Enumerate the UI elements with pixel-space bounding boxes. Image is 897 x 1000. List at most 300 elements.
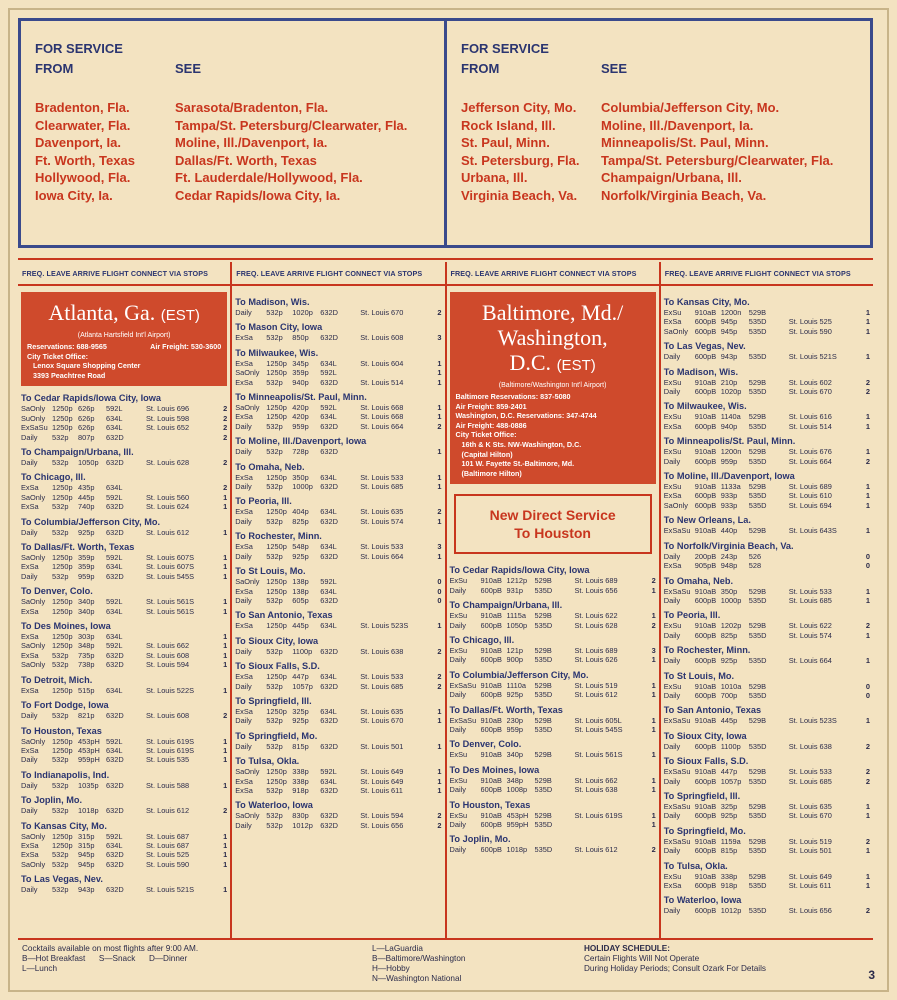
flight-row: [21, 632, 227, 641]
leave-time: 532p: [52, 571, 69, 581]
frequency: SaOnly: [21, 553, 46, 563]
destination-heading: To Minneapolis/St. Paul, Minn.: [235, 392, 367, 403]
flight-number: 632D: [320, 785, 338, 795]
service-see-city: Cedar Rapids/Iowa City, Ia.: [175, 187, 341, 203]
flight-row: [21, 502, 227, 511]
airport-legend: N—Washington National: [372, 974, 462, 983]
column-header: FREQ. LEAVE ARRIVE FLIGHT CONNECT VIA STOPS: [661, 262, 873, 286]
stops: 1: [437, 358, 442, 368]
frequency: SuOnly: [21, 413, 46, 423]
frequency: Daily: [21, 755, 38, 765]
stops: 1: [223, 885, 228, 895]
connection: St. Louis 676: [788, 447, 832, 457]
connection: St. Louis 689: [788, 482, 832, 492]
arrive-time: 338p: [292, 776, 309, 786]
connection: St. Louis 525: [146, 850, 190, 860]
from-label: FROM: [35, 61, 74, 76]
flight-number: 535D: [748, 690, 767, 700]
stops: 1: [651, 611, 656, 621]
leave-time: 1250p: [266, 586, 287, 596]
flight-number: 529B: [748, 871, 767, 881]
leave-time: 1250p: [266, 767, 287, 777]
flight-number: 535D: [748, 811, 767, 821]
destination-heading: To Sioux Falls, S.D.: [663, 756, 749, 767]
leave-time: 532p: [266, 377, 283, 387]
stops: 1: [865, 586, 870, 596]
city-name: D.C.: [509, 350, 552, 375]
frequency: ExSu: [449, 645, 468, 655]
flight-number: 529B: [748, 412, 767, 422]
arrive-time: 821p: [78, 711, 95, 721]
frequency: ExSaSu: [449, 680, 477, 690]
leave-time: 532p: [266, 811, 283, 821]
flight-row: [21, 433, 227, 442]
leave-time: 600pB: [694, 881, 717, 890]
flight-number: 535D: [748, 881, 767, 890]
flight-number: 535D: [534, 620, 553, 630]
flight-row: [664, 872, 870, 881]
destination-heading: To Springfield, Ill.: [663, 790, 741, 801]
stops: 1: [651, 690, 656, 700]
frequency: ExSa: [235, 542, 253, 552]
flight-row: [664, 457, 870, 466]
leave-time: 600pB: [480, 655, 502, 665]
service-from-city: Virginia Beach, Va.: [461, 187, 578, 203]
frequency: ExSaSu: [663, 801, 691, 811]
destination-heading: To Minneapolis/St. Paul, Minn.: [663, 436, 796, 447]
flight-row: [235, 577, 441, 586]
flight-row: [664, 716, 870, 725]
stops: 1: [865, 500, 870, 510]
leave-time: 532p: [52, 755, 69, 765]
connection: St. Louis 610: [788, 491, 832, 501]
flight-number: 529B: [534, 715, 552, 725]
frequency: SaOnly: [21, 831, 46, 841]
connection: St. Louis 656: [574, 585, 618, 595]
cocktails-note: Cocktails available on most flights after 9:00 AM.: [22, 944, 199, 953]
leave-time: 1250p: [266, 621, 287, 631]
destination-heading: To San Antonio, Texas: [235, 610, 333, 621]
city-name: Atlanta, Ga.: [48, 300, 156, 325]
arrive-time: 230p: [506, 715, 523, 725]
frequency: SaOnly: [21, 492, 46, 502]
flight-number: 529B: [748, 526, 767, 536]
flight-number: 634L: [320, 621, 337, 631]
arrive-time: 925p: [292, 716, 309, 726]
service-rows: [461, 99, 856, 204]
frequency: ExSa: [235, 412, 253, 422]
leave-time: 1250p: [52, 831, 73, 841]
flight-row: [664, 491, 870, 500]
leave-time: 1250p: [266, 542, 287, 552]
flight-row: [235, 672, 441, 681]
connection: [360, 596, 430, 605]
destination-heading: To Denver, Colo.: [449, 739, 522, 750]
destination-heading: To Peoria, Ill.: [663, 610, 721, 621]
flight-row: [664, 682, 870, 691]
arrive-time: 121p: [506, 645, 523, 655]
flight-row: [235, 422, 441, 431]
arrive-time: 348p: [78, 641, 95, 651]
leave-time: 600pB: [694, 317, 717, 327]
connection: [360, 577, 430, 586]
stops: 2: [223, 404, 228, 414]
ticket-office-line: Lenox Square Shopping Center: [33, 361, 141, 371]
connection: St. Louis 602: [788, 377, 832, 387]
destination-heading: To Fort Dodge, Iowa: [21, 700, 109, 711]
stops: 2: [223, 432, 228, 442]
leave-time: 910aB: [694, 681, 717, 691]
leave-time: 532p: [52, 780, 69, 790]
leave-time: 910aB: [694, 836, 717, 846]
flight-number: 529B: [748, 308, 767, 317]
flight-row: [235, 707, 441, 716]
flight-row: [450, 586, 656, 595]
flight-number: 632D: [106, 571, 124, 581]
frequency: Daily: [235, 447, 252, 457]
flight-row: [235, 507, 441, 516]
leave-time: 1250p: [52, 404, 73, 414]
see-label: SEE: [601, 61, 628, 76]
arrive-time: 420p: [292, 403, 309, 413]
arrive-time: 943p: [78, 885, 95, 895]
leave-time: 910aB: [480, 611, 502, 621]
flight-number: 535D: [748, 491, 767, 501]
arrive-time: 435p: [78, 483, 95, 493]
stops: 1: [223, 606, 228, 616]
frequency: SaOnly: [235, 368, 260, 378]
holiday-title: HOLIDAY SCHEDULE:: [584, 944, 670, 953]
frequency: Daily: [449, 785, 466, 795]
connection: St. Louis 662: [574, 775, 618, 785]
arrive-time: 1200n: [720, 308, 742, 317]
frequency: SaOnly: [663, 500, 688, 510]
stops: 1: [223, 859, 228, 869]
arrive-time: 925p: [506, 690, 523, 700]
frequency: SaOnly: [663, 326, 688, 336]
stops: 0: [865, 690, 870, 700]
destination-heading: To Cedar Rapids/Iowa City, Iowa: [449, 565, 590, 576]
leave-time: 1250p: [52, 413, 73, 423]
connection: St. Louis 612: [146, 527, 190, 537]
leave-time: 600pB: [694, 352, 717, 362]
arrive-time: 348p: [506, 775, 523, 785]
flight-row: [664, 561, 870, 570]
flight-number: 529B: [534, 576, 552, 586]
flight-number: 634L: [320, 472, 337, 482]
houston-service-box: [454, 494, 652, 554]
flight-row: [235, 517, 441, 526]
stops: 1: [223, 562, 228, 572]
arrive-time: 626p: [78, 423, 95, 433]
arrive-time: 315p: [78, 840, 95, 850]
leave-time: 910aB: [694, 412, 717, 422]
leave-time: 532p: [52, 527, 69, 537]
frequency: ExSa: [235, 785, 253, 795]
flight-row: [664, 906, 870, 915]
leave-time: 532p: [266, 646, 283, 656]
arrive-time: 1020p: [292, 308, 313, 317]
stops: 2: [437, 421, 442, 431]
flight-number: 632D: [106, 660, 124, 670]
frequency: Daily: [235, 482, 252, 492]
frequency: Daily: [235, 595, 252, 605]
flight-number: 632D: [320, 646, 338, 656]
connection: St. Louis 545S: [574, 725, 623, 734]
arrive-time: 945p: [720, 317, 738, 327]
connection: St. Louis 523S: [788, 716, 837, 726]
stops: 0: [865, 561, 870, 571]
leave-time: 600pB: [694, 387, 717, 397]
frequency: Daily: [663, 456, 681, 466]
connection: St. Louis 668: [360, 403, 404, 413]
connection: St. Louis 561S: [574, 750, 623, 760]
leave-time: 1250p: [266, 577, 287, 587]
flight-list: [664, 286, 870, 916]
flight-row: [450, 611, 656, 620]
stops: 2: [651, 576, 656, 586]
arrive-time: 815p: [292, 741, 309, 751]
stops: 1: [651, 785, 656, 795]
frequency: ExSu: [663, 447, 682, 457]
flight-row: [21, 458, 227, 467]
arrive-time: 1140a: [720, 412, 741, 422]
arrive-time: 945p: [720, 326, 738, 336]
flight-row: [664, 631, 870, 640]
flight-number: 535D: [748, 741, 767, 751]
connection: St. Louis 622: [574, 611, 618, 621]
divider-line: [18, 938, 873, 940]
contact-line: City Ticket Office:: [455, 430, 517, 440]
ticket-office-line: 3393 Peachtree Road: [33, 370, 106, 380]
flight-row: [450, 690, 656, 699]
flight-row: [235, 621, 441, 630]
arrive-time: 453pH: [78, 745, 100, 755]
contact-line: (Capital Hilton): [461, 449, 513, 459]
arrive-time: 850p: [292, 333, 309, 343]
arrive-time: 440p: [720, 526, 738, 536]
destination-heading: To Sioux Falls, S.D.: [235, 661, 320, 672]
flight-row: [664, 587, 870, 596]
connection: St. Louis 649: [360, 776, 404, 786]
connection: St. Louis 521S: [146, 885, 195, 895]
frequency: Daily: [21, 458, 38, 467]
contact-line: Air Freight: 859-2401: [455, 401, 527, 411]
stops: 1: [223, 840, 228, 850]
frequency: Daily: [663, 630, 681, 640]
destination-heading: To Joplin, Mo.: [21, 795, 83, 806]
connection: St. Louis 616: [788, 412, 832, 422]
frequency: SaOnly: [235, 403, 260, 413]
stops: 1: [865, 308, 870, 317]
service-from-city: Davenport, Ia.: [35, 135, 121, 150]
arrive-time: 959p: [506, 725, 523, 734]
flight-row: [235, 368, 441, 377]
stops: 2: [865, 906, 870, 916]
connection: St. Louis 574: [360, 516, 404, 526]
leave-time: 910aB: [694, 482, 717, 492]
destination-heading: To Moline, Ill./Davenport, Iowa: [235, 436, 367, 447]
destination-heading: To Tulsa, Okla.: [235, 756, 300, 767]
destination-heading: To Waterloo, Iowa: [663, 895, 742, 906]
flight-number: 632D: [320, 741, 338, 751]
connection: St. Louis 612: [146, 806, 190, 816]
stops: 1: [223, 736, 228, 746]
flight-row: [450, 576, 656, 585]
leave-time: 532p: [266, 820, 283, 830]
arrive-time: 359p: [78, 562, 95, 572]
stops: 1: [437, 412, 442, 422]
connection: St. Louis 561S: [146, 597, 195, 607]
arrive-time: 959pH: [78, 755, 100, 765]
connection: St. Louis 619S: [574, 810, 623, 820]
flight-row: [450, 820, 656, 829]
flight-number: 535D: [534, 845, 553, 855]
destination-heading: To Joplin, Mo.: [449, 834, 511, 845]
flight-row: [235, 742, 441, 751]
frequency: ExSa: [21, 685, 39, 695]
connection: [146, 433, 216, 442]
leave-time: 1250p: [266, 358, 287, 368]
service-from-city: Iowa City, Ia.: [35, 187, 113, 203]
contact-lines: [456, 392, 650, 478]
connection: St. Louis 638: [788, 741, 832, 751]
flight-row: [450, 785, 656, 794]
stops: 1: [223, 632, 228, 642]
arrive-time: 210p: [720, 377, 738, 387]
for-service-label: FOR SERVICE: [461, 41, 549, 56]
flight-row: [21, 651, 227, 660]
destination-heading: To Omaha, Neb.: [663, 575, 734, 586]
arrive-time: 959p: [720, 456, 738, 466]
flight-number: 634L: [320, 672, 337, 682]
connection: St. Louis 685: [360, 681, 404, 691]
stops: 1: [651, 725, 656, 734]
arrive-time: 1100p: [720, 741, 741, 751]
frequency: ExSu: [663, 308, 682, 317]
flight-row: [21, 746, 227, 755]
flight-number: 592L: [106, 553, 123, 563]
leave-time: 910aB: [694, 377, 717, 387]
leave-time: 600pB: [480, 585, 502, 595]
flight-number: 535D: [748, 906, 767, 916]
stops: 1: [865, 447, 870, 457]
connection: St. Louis 594: [360, 811, 404, 821]
frequency: SaOnly: [21, 597, 46, 607]
leave-time: 1250p: [52, 736, 73, 746]
connection: St. Louis 670: [788, 387, 832, 397]
stops: 2: [865, 767, 870, 777]
frequency: SaOnly: [235, 577, 260, 587]
destination-heading: To Springfield, Mo.: [663, 825, 746, 836]
frequency: ExSa: [21, 606, 39, 616]
flight-number: 535D: [748, 776, 767, 786]
flight-row: [235, 596, 441, 605]
flight-number: 632D: [320, 820, 338, 830]
stops: 1: [223, 850, 228, 860]
stops: 1: [865, 326, 870, 336]
flight-number: 634L: [106, 562, 123, 572]
frequency: ExSaSu: [663, 836, 691, 846]
flight-number: 634L: [106, 413, 123, 423]
frequency: ExSu: [663, 871, 682, 881]
arrive-time: 325p: [292, 706, 309, 716]
connection: St. Louis 685: [788, 776, 832, 786]
destination-heading: To Springfield, Mo.: [235, 730, 318, 741]
flight-number: 632D: [106, 755, 124, 765]
flight-number: 632D: [320, 716, 338, 726]
stops: 2: [865, 776, 870, 786]
service-from-city: Urbana, Ill.: [461, 170, 528, 185]
frequency: ExSa: [663, 421, 682, 431]
arrive-time: 900p: [506, 655, 523, 665]
stops: 2: [223, 806, 228, 816]
arrive-time: 940p: [720, 421, 738, 431]
frequency: ExSa: [663, 491, 682, 501]
connection: [789, 691, 859, 700]
leave-time: 1250p: [52, 745, 73, 755]
flight-row: [450, 776, 656, 785]
stops: 2: [651, 845, 656, 855]
flight-row: [21, 841, 227, 850]
arrive-time: 728p: [292, 447, 309, 457]
stops: 1: [437, 785, 442, 795]
flight-number: 535D: [748, 656, 767, 666]
flight-row: [235, 821, 441, 830]
frequency: Daily: [235, 308, 252, 317]
frequency: ExSaSu: [663, 767, 691, 777]
arrive-time: 933p: [720, 491, 738, 501]
connection: St. Louis 588: [146, 780, 190, 790]
service-redirect-right: [444, 21, 870, 245]
flight-number: 634L: [106, 840, 123, 850]
service-see-city: Tampa/St. Petersburg/Clearwater, Fla.: [175, 117, 408, 133]
service-row: [461, 152, 856, 170]
frequency: SaOnly: [21, 660, 46, 670]
stops: 1: [651, 810, 656, 820]
leave-time: 1250p: [52, 641, 73, 651]
arrive-time: 1110a: [506, 680, 526, 690]
frequency: Daily: [449, 655, 466, 665]
stops: 1: [223, 597, 228, 607]
arrive-time: 948p: [720, 561, 738, 571]
connection: St. Louis 560: [146, 492, 190, 502]
destination-heading: To Chicago, Ill.: [21, 472, 86, 483]
arrive-time: 738p: [78, 660, 95, 670]
destination-heading: To Kansas City, Mo.: [663, 297, 750, 307]
flight-number: 535D: [748, 326, 767, 336]
stops: 2: [437, 308, 442, 317]
frequency: ExSa: [235, 776, 253, 786]
connection: [789, 308, 859, 317]
flight-number: 535D: [534, 725, 553, 734]
flight-row: [235, 716, 441, 725]
connection: St. Louis 607S: [146, 562, 195, 572]
frequency: Daily: [449, 620, 466, 630]
contact-line: 16th & K Sts. NW-Washington, D.C.: [461, 439, 582, 449]
connection: St. Louis 635: [360, 706, 404, 716]
stops: 1: [865, 317, 870, 327]
flight-row: [664, 837, 870, 846]
flight-number: 529B: [534, 750, 552, 760]
frequency: ExSa: [235, 377, 253, 387]
arrive-time: 345p: [292, 358, 309, 368]
flight-row: [664, 742, 870, 751]
connection: St. Louis 519: [788, 836, 832, 846]
flight-number: 592L: [106, 641, 123, 651]
flight-number: 535D: [748, 500, 767, 510]
stops: 0: [865, 681, 870, 691]
